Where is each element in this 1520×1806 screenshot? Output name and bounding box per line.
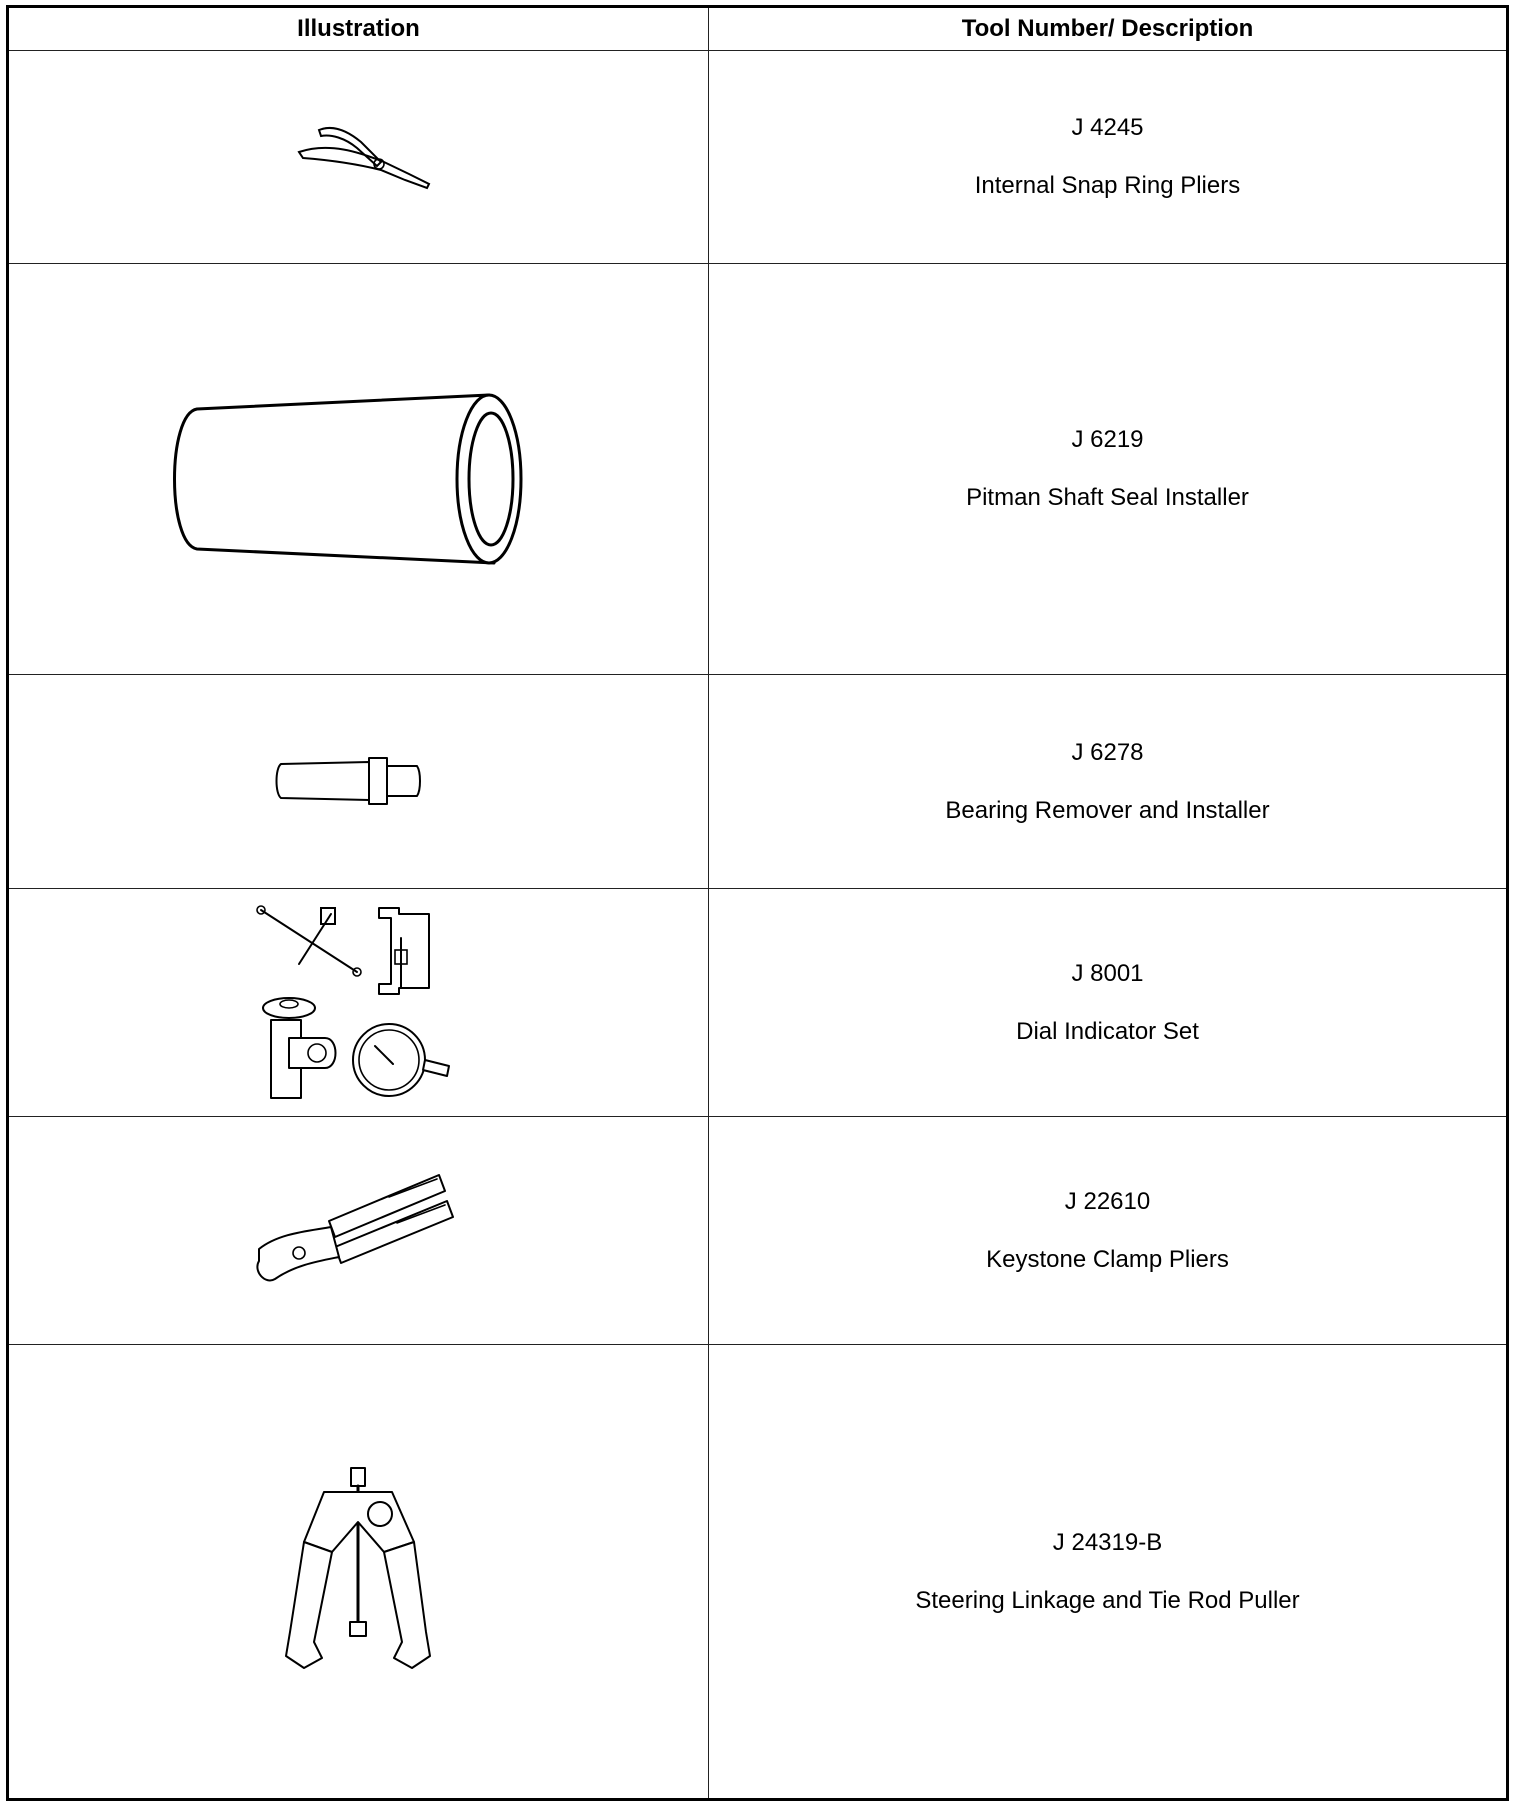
bearing-tool-icon: [269, 742, 449, 822]
header-illustration: Illustration: [9, 8, 709, 50]
table-row: [9, 1344, 1506, 1798]
tool-name: Dial Indicator Set: [1016, 1017, 1199, 1045]
tools-table: [6, 5, 1509, 1801]
tool-name: Keystone Clamp Pliers: [986, 1245, 1229, 1273]
illustration-cell: [9, 889, 709, 1116]
illustration-cell: [9, 264, 709, 674]
tool-name: Pitman Shaft Seal Installer: [966, 484, 1249, 511]
tool-number: J 6278: [1071, 738, 1144, 766]
description-cell: [709, 889, 1506, 1116]
tool-number: J 4245: [1071, 114, 1144, 141]
table-header-row: [9, 8, 1506, 50]
dial-indicator-set-icon: [249, 898, 469, 1108]
description-cell: [709, 51, 1506, 263]
clamp-pliers-icon: [239, 1161, 479, 1301]
tool-number: J 8001: [1071, 959, 1144, 987]
table-row: [9, 888, 1506, 1116]
illustration-cell: [9, 1117, 709, 1344]
header-description: Tool Number/ Description: [961, 15, 1254, 42]
tool-name: Internal Snap Ring Pliers: [974, 172, 1241, 199]
tool-number: J 6219: [1071, 426, 1144, 453]
illustration-cell: [9, 675, 709, 888]
illustration-cell: [9, 1345, 709, 1798]
illustration-cell: [9, 51, 709, 263]
seal-installer-icon: [159, 369, 559, 569]
tool-name: Bearing Remover and Installer: [945, 796, 1270, 824]
snap-ring-pliers-icon: [269, 112, 449, 202]
table-row: [9, 1116, 1506, 1344]
table-row: [9, 263, 1506, 674]
description-cell: [709, 264, 1506, 674]
table-row: [9, 674, 1506, 888]
description-cell: [709, 1345, 1506, 1798]
tool-name: Steering Linkage and Tie Rod Puller: [915, 1586, 1300, 1614]
description-cell: [709, 675, 1506, 888]
tool-number: J 22610: [1064, 1187, 1151, 1215]
tool-number: J 24319-B: [1052, 1528, 1163, 1556]
tie-rod-puller-icon: [264, 1462, 454, 1682]
table-row: [9, 50, 1506, 263]
description-cell: [709, 1117, 1506, 1344]
